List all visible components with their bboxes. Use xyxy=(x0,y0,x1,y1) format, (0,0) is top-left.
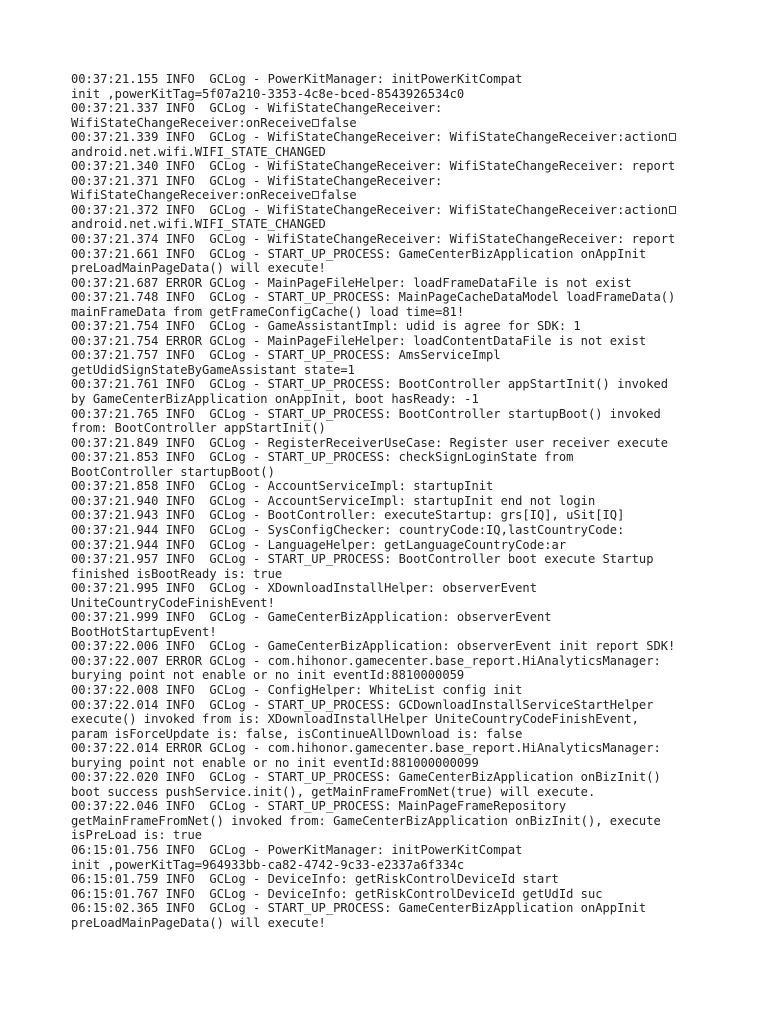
log-line: init ,powerKitTag=5f07a210-3353-4c8e-bced-8543926534c0 xyxy=(71,86,465,101)
log-text-block xyxy=(71,72,711,930)
log-line: 00:37:21.754 INFO GCLog - GameAssistantImpl: udid is agree for SDK: 1 xyxy=(71,319,581,334)
log-line: mainFrameData from getFrameConfigCache() load time=81! xyxy=(71,304,465,319)
log-line: getUdidSignStateByGameAssistant state=1 xyxy=(71,362,355,377)
log-line: param isForceUpdate is: false, isContinueAllDownload is: false xyxy=(71,726,523,741)
log-line: 00:37:21.339 INFO GCLog - WifiStateChangeReceiver: WifiStateChangeReceiver:action xyxy=(71,130,711,145)
log-line: UniteCountryCodeFinishEvent! xyxy=(71,595,275,610)
log-line: burying point not enable or no init eventId:8810000059 xyxy=(71,668,465,683)
log-line: burying point not enable or no init eventId:881000000099 xyxy=(71,755,479,770)
log-line: 00:37:21.155 INFO GCLog - PowerKitManager: initPowerKitCompat xyxy=(71,72,523,86)
log-line: 00:37:21.748 INFO GCLog - START_UP_PROCESS: MainPageCacheDataModel loadFrameData() xyxy=(71,290,676,305)
log-line: 00:37:22.014 ERROR GCLog - com.hihonor.gamecenter.base_report.HiAnalyticsManager: xyxy=(71,741,661,756)
log-line: 00:37:21.858 INFO GCLog - AccountServiceImpl: startupInit xyxy=(71,479,494,494)
log-line: 00:37:22.020 INFO GCLog - START_UP_PROCESS: GameCenterBizApplication onBizInit() xyxy=(71,770,661,785)
log-line: 00:37:21.661 INFO GCLog - START_UP_PROCESS: GameCenterBizApplication onAppInit xyxy=(71,246,647,261)
missing-glyph-box xyxy=(669,206,676,214)
log-line: 06:15:01.759 INFO GCLog - DeviceInfo: getRiskControlDeviceId start xyxy=(71,872,559,887)
log-line: preLoadMainPageData() will execute! xyxy=(71,261,326,276)
log-line: 00:37:21.757 INFO GCLog - START_UP_PROCESS: AmsServiceImpl xyxy=(71,348,501,363)
log-line: 00:37:21.340 INFO GCLog - WifiStateChangeReceiver: WifiStateChangeReceiver: report xyxy=(71,159,676,174)
log-line: 00:37:21.999 INFO GCLog - GameCenterBizApplication: observerEvent xyxy=(71,610,552,625)
log-line: 00:37:21.940 INFO GCLog - AccountServiceImpl: startupInit end not login xyxy=(71,493,596,508)
log-line: 00:37:21.944 INFO GCLog - LanguageHelper: getLanguageCountryCode:ar xyxy=(71,537,567,552)
log-line: 00:37:21.943 INFO GCLog - BootController: executeStartup: grs[IQ], uSit[IQ] xyxy=(71,508,625,523)
log-line: 00:37:21.944 INFO GCLog - SysConfigChecker: countryCode:IQ,lastCountryCode: xyxy=(71,522,625,537)
log-line: android.net.wifi.WIFI_STATE_CHANGED xyxy=(71,144,326,159)
log-line: from: BootController appStartInit() xyxy=(71,421,326,436)
log-line: WifiStateChangeReceiver:onReceive false xyxy=(71,188,357,203)
log-line: 00:37:22.006 INFO GCLog - GameCenterBizApplication: observerEvent init report SDK! xyxy=(71,639,676,654)
log-line: isPreLoad is: true xyxy=(71,828,203,843)
missing-glyph-box xyxy=(312,119,319,127)
log-line: preLoadMainPageData() will execute! xyxy=(71,915,326,930)
log-line: 00:37:21.337 INFO GCLog - WifiStateChangeReceiver: xyxy=(71,101,443,116)
log-line: 06:15:02.365 INFO GCLog - START_UP_PROCESS: GameCenterBizApplication onAppInit xyxy=(71,901,647,916)
log-line: 00:37:21.372 INFO GCLog - WifiStateChangeReceiver: WifiStateChangeReceiver:action xyxy=(71,203,711,218)
log-line: BootController startupBoot() xyxy=(71,464,275,479)
missing-glyph-box xyxy=(312,191,319,199)
log-line: init ,powerKitTag=964933bb-ca82-4742-9c33-e2337a6f334c xyxy=(71,857,465,872)
log-line: android.net.wifi.WIFI_STATE_CHANGED xyxy=(71,217,326,232)
log-line: 06:15:01.756 INFO GCLog - PowerKitManager: initPowerKitCompat xyxy=(71,842,523,857)
log-line: getMainFrameFromNet() invoked from: GameCenterBizApplication onBizInit(), execute xyxy=(71,813,661,828)
log-line: 00:37:21.374 INFO GCLog - WifiStateChangeReceiver: WifiStateChangeReceiver: report xyxy=(71,232,676,247)
log-line: 00:37:21.371 INFO GCLog - WifiStateChangeReceiver: xyxy=(71,173,443,188)
log-line: 00:37:21.995 INFO GCLog - XDownloadInstallHelper: observerEvent xyxy=(71,581,537,596)
log-line: 00:37:22.008 INFO GCLog - ConfigHelper: WhiteList config init xyxy=(71,682,523,697)
log-line: 00:37:21.765 INFO GCLog - START_UP_PROCESS: BootController startupBoot() invoked xyxy=(71,406,661,421)
log-line: 00:37:22.014 INFO GCLog - START_UP_PROCESS: GCDownloadInstallServiceStartHelper xyxy=(71,697,654,712)
log-line: execute() invoked from is: XDownloadInstallHelper UniteCountryCodeFinishEvent, xyxy=(71,712,639,727)
log-line: 00:37:22.007 ERROR GCLog - com.hihonor.gamecenter.base_report.HiAnalyticsManager: xyxy=(71,653,661,668)
missing-glyph-box xyxy=(669,133,676,141)
log-line: finished isBootReady is: true xyxy=(71,566,283,581)
log-line: 00:37:22.046 INFO GCLog - START_UP_PROCESS: MainPageFrameRepository xyxy=(71,799,567,814)
log-line: 00:37:21.849 INFO GCLog - RegisterReceiverUseCase: Register user receiver execute xyxy=(71,435,669,450)
log-line: 00:37:21.957 INFO GCLog - START_UP_PROCESS: BootController boot execute Startup xyxy=(71,552,654,567)
log-line: 00:37:21.853 INFO GCLog - START_UP_PROCESS: checkSignLoginState from xyxy=(71,450,574,465)
log-line: WifiStateChangeReceiver:onReceive false xyxy=(71,115,357,130)
log-line: 00:37:21.761 INFO GCLog - START_UP_PROCESS: BootController appStartInit() invoked xyxy=(71,377,669,392)
log-line: boot success pushService.init(), getMainFrameFromNet(true) will execute. xyxy=(71,784,596,799)
log-line: by GameCenterBizApplication onAppInit, boot hasReady: -1 xyxy=(71,392,479,407)
log-line: BootHotStartupEvent! xyxy=(71,624,217,639)
log-line: 06:15:01.767 INFO GCLog - DeviceInfo: getRiskControlDeviceId getUdId suc xyxy=(71,886,603,901)
log-line: 00:37:21.687 ERROR GCLog - MainPageFileHelper: loadFrameDataFile is not exist xyxy=(71,275,632,290)
log-line: 00:37:21.754 ERROR GCLog - MainPageFileHelper: loadContentDataFile is not exist xyxy=(71,333,647,348)
